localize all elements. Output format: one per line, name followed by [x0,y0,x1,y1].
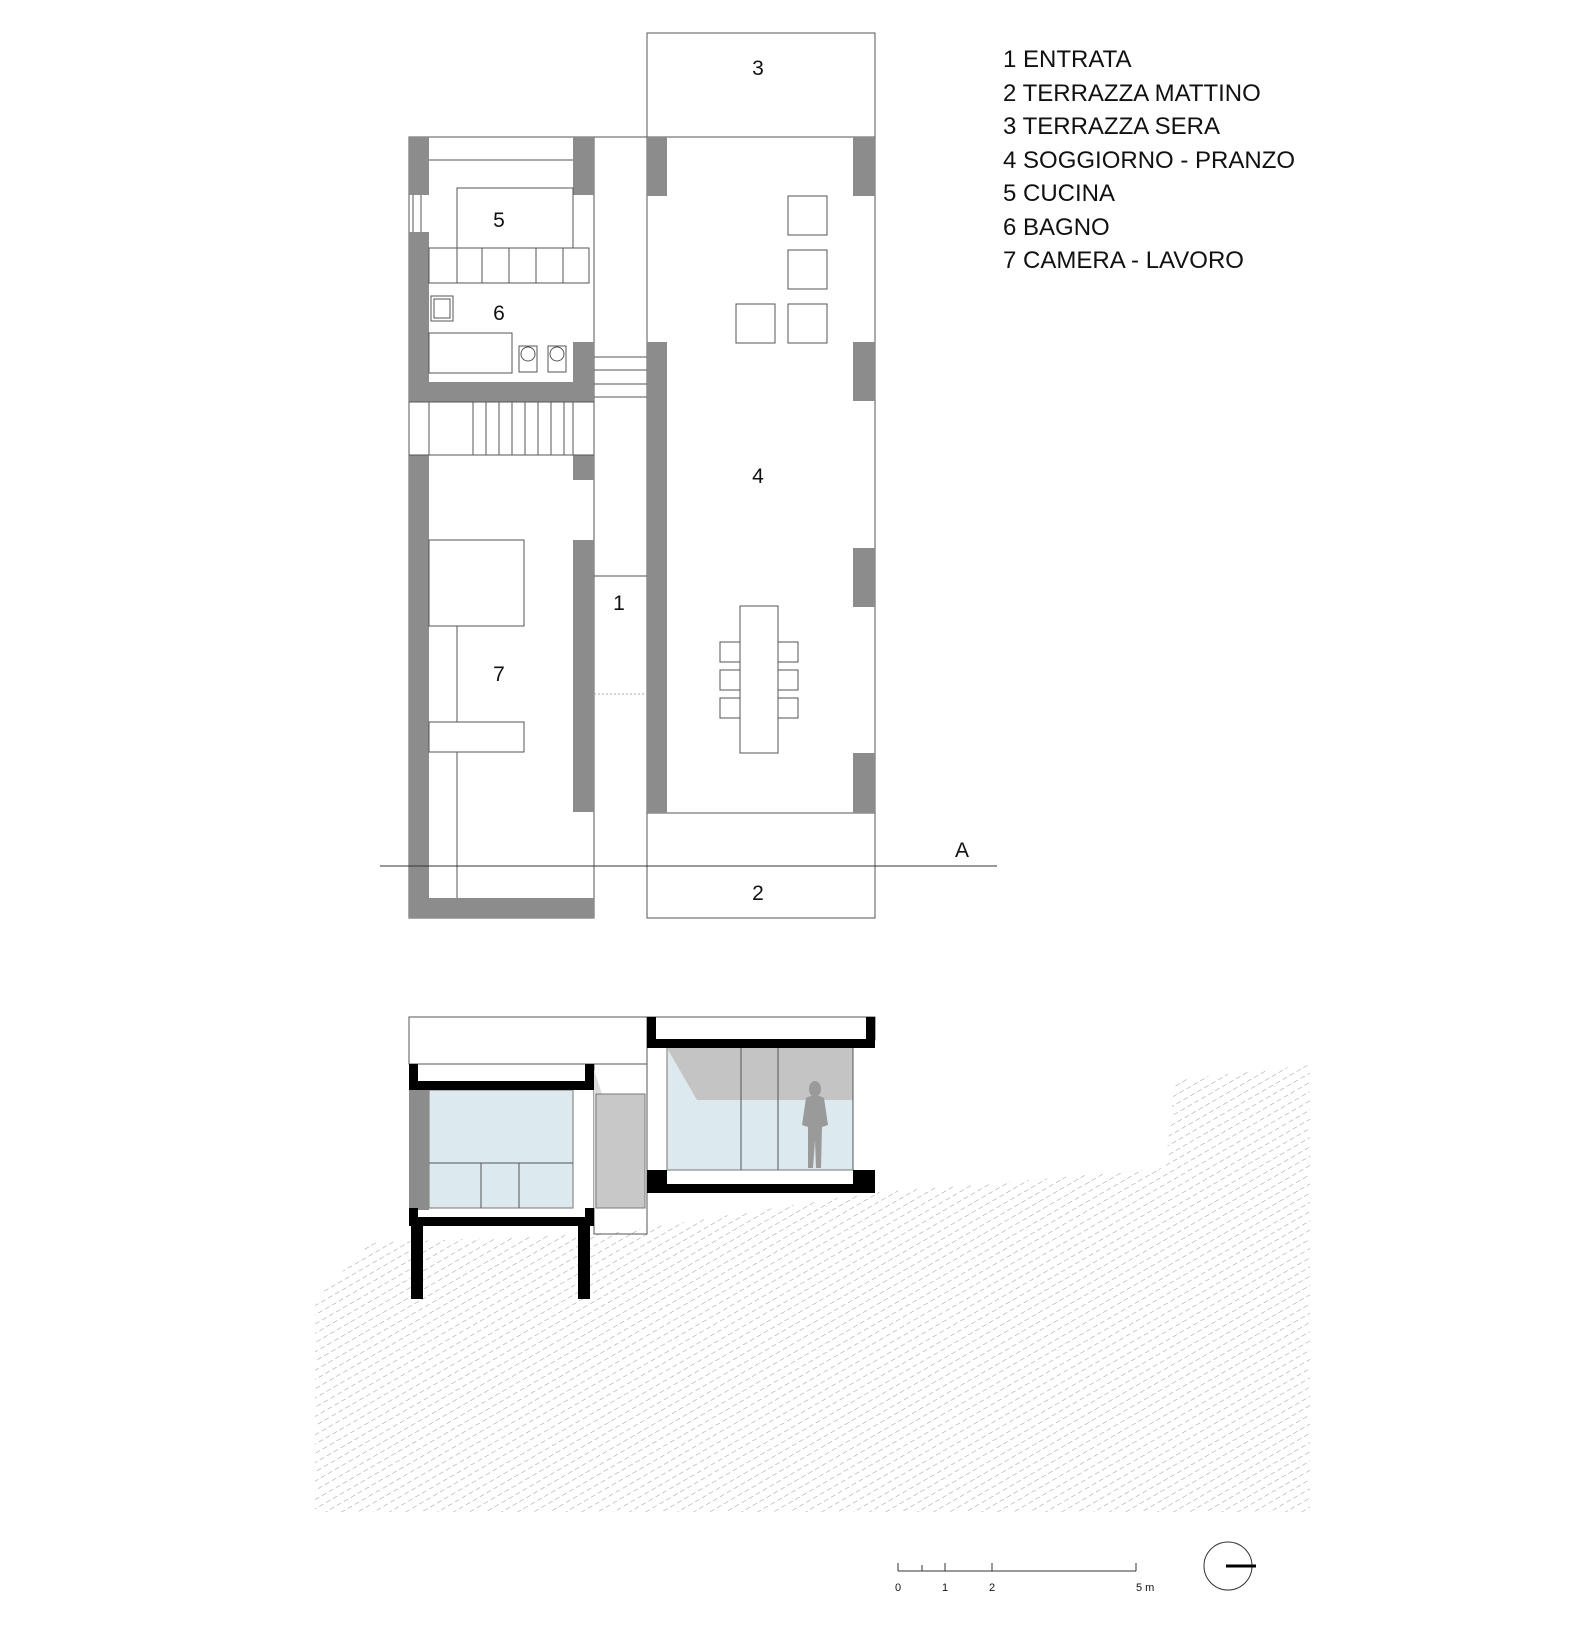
room-label-5: 5 [493,209,505,232]
armchair [788,196,827,235]
scale-tick-label: 0 [894,1582,902,1594]
chair [778,670,798,690]
section-cut [647,1184,875,1193]
section-cut [585,1208,594,1226]
wall [573,342,594,402]
wall [573,455,594,480]
chair [778,642,798,662]
scale-tick-label: 2 [988,1582,996,1594]
stair-element [596,1094,645,1208]
legend-item: 7 CAMERA - LAVORO [1003,247,1244,274]
wall [409,382,594,402]
scale-tick-label: 1 [941,1582,949,1594]
section-cut [409,1217,594,1226]
bed [429,540,524,626]
legend-item: 2 TERRAZZA MATTINO [1003,80,1261,107]
wall [573,137,594,195]
section-cut [411,1226,423,1299]
desk [429,722,524,752]
scale-bar [895,1563,1154,1594]
legend-item: 6 BAGNO [1003,214,1110,241]
left-volume-glazing [429,1090,573,1208]
dining-table [740,606,778,753]
wall [409,232,429,402]
section-cut [585,1064,594,1090]
wall [647,137,667,196]
legend-item: 3 TERRAZZA SERA [1003,113,1220,140]
section-marker: A [954,839,970,862]
armchair [736,304,775,343]
wall [853,137,875,196]
legend-item: 4 SOGGIORNO - PRANZO [1003,147,1296,174]
wall [853,753,875,813]
section-cut [647,1039,875,1048]
north-arrow-icon [1204,1542,1256,1590]
left-volume-parapet [409,1017,647,1064]
kitchen-island [457,188,573,248]
section-cut [578,1226,590,1299]
section-a [315,1017,1310,1512]
terrace-sera [647,33,875,137]
chair [778,698,798,718]
chair [720,642,740,662]
chair [720,698,740,718]
wall [853,548,875,607]
wall [409,455,429,918]
bidet [548,346,566,372]
room-label-7: 7 [493,663,505,686]
floor-plan [380,33,997,918]
bathtub [429,333,512,373]
wall [409,1090,429,1210]
legend-item: 1 ENTRATA [1003,46,1132,73]
room-label-4: 4 [752,465,764,488]
toilet [519,346,537,372]
stairs-main [409,402,594,455]
scale-tick-label: 5 m [1136,1582,1155,1594]
room-label-2: 2 [752,882,764,905]
room-label-3: 3 [752,57,764,80]
armchair [788,304,827,343]
stairs-upper [594,357,647,397]
wall [647,342,667,813]
room-legend [1003,46,1295,274]
room-label-1: 1 [613,592,625,615]
wall [409,898,594,918]
wall [409,137,429,195]
chair [720,670,740,690]
armchair [788,250,827,289]
wall [853,342,875,401]
section-cut [409,1081,594,1090]
legend-item: 5 CUCINA [1003,180,1116,207]
room-label-6: 6 [493,302,505,325]
wall [573,540,594,812]
